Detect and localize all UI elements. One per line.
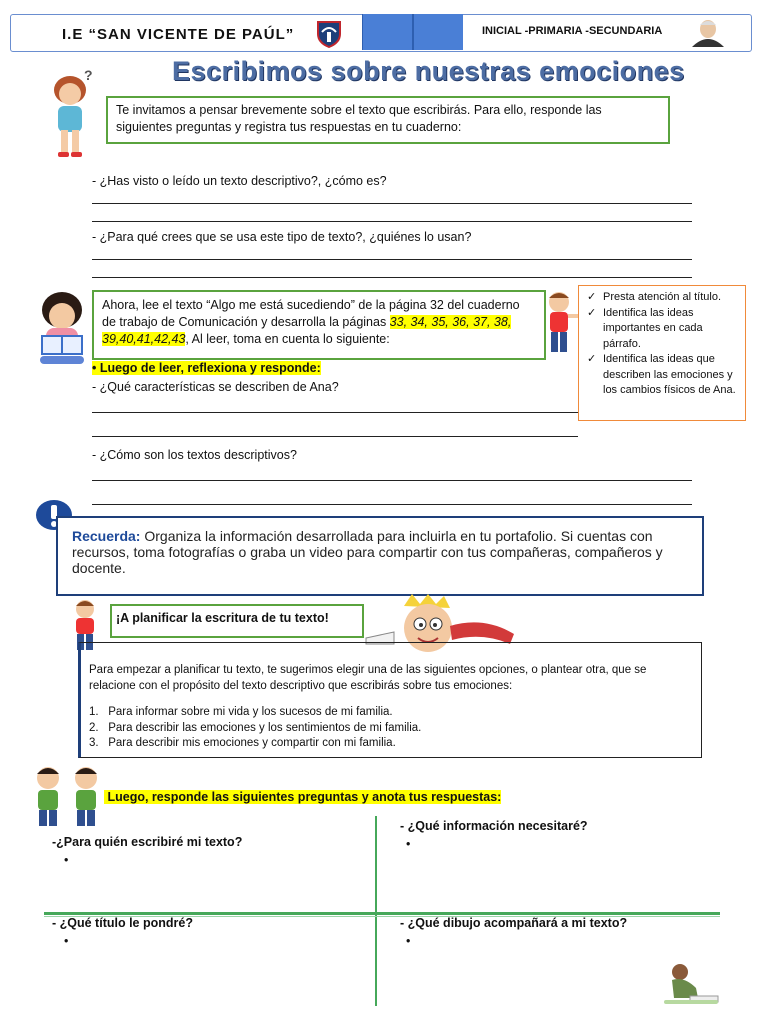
- reading-tips-box: [578, 285, 746, 421]
- tip-item: [585, 290, 739, 306]
- plan-option-text: Para describir las emociones y los sentimientos de mi familia.: [108, 721, 422, 734]
- plan-options-list: [89, 705, 689, 752]
- recuerda-body: Organiza la información desarrollada para incluirla en tu portafolio. Si cuentas con recursos, toma fotografías o graba un video para compartir con tus compañeras, compañeros y docente.: [72, 528, 663, 576]
- header-accent-divider: [412, 14, 414, 50]
- plan-options-box: [78, 642, 702, 758]
- recuerda-text: [72, 528, 692, 576]
- tip-item: [585, 306, 739, 353]
- reading-instruction-text: Ahora, lee el texto “Algo me está sucediendo” de la página 32 del cuaderno de trabajo de Comunicación y desarrolla la páginas: [102, 298, 520, 329]
- tip-item: [585, 352, 739, 399]
- check-icon: ✓: [587, 353, 597, 365]
- bullet-who[interactable]: •: [64, 853, 69, 867]
- plan-intro: Para empezar a planificar tu texto, te sugerimos elegir una de las siguientes opciones, o plantear otra, que se relacione con el propósito del texto descriptivo que escribirás sobre tus emociones:: [89, 664, 647, 692]
- intro-text: Te invitamos a pensar brevemente sobre el texto que escribirás. Para ello, responde las siguientes preguntas y registra tus respuestas en tu cuaderno:: [116, 103, 602, 134]
- bullet-title[interactable]: •: [64, 934, 69, 948]
- school-shield-icon: [316, 20, 342, 48]
- answer-heading-text: Luego, responde las siguientes preguntas y anota tus respuestas:: [107, 790, 502, 804]
- question-info: - ¿Qué información necesitaré?: [400, 819, 588, 833]
- reading-pages-highlight: 33, 34, 35, 36, 37, 38, 39,40,41,42,43: [102, 315, 512, 346]
- plan-option: 2. Para describir las emociones y los sentimientos de mi familia.: [89, 721, 422, 734]
- bullet-info[interactable]: •: [406, 837, 411, 851]
- school-levels: INICIAL -PRIMARIA -SECUNDARIA: [482, 25, 663, 37]
- question-descriptive-texts: - ¿Cómo son los textos descriptivos?: [92, 448, 297, 462]
- saint-portrait-icon: [688, 17, 728, 47]
- recuerda-label: Recuerda:: [72, 528, 141, 544]
- answer-line: [92, 436, 578, 437]
- question-who: -¿Para quién escribiré mi texto?: [52, 835, 243, 849]
- question-descriptive-text: - ¿Has visto o leído un texto descriptivo?, ¿cómo es?: [92, 174, 387, 188]
- check-icon: ✓: [587, 291, 597, 303]
- plan-option: 3. Para describir mis emociones y compartir con mi familia.: [89, 737, 396, 749]
- question-purpose: - ¿Para qué crees que se usa este tipo de texto?, ¿quiénes lo usan?: [92, 230, 472, 244]
- svg-text:?: ?: [84, 68, 93, 83]
- plan-heading: ¡A planificar la escritura de tu texto!: [116, 611, 329, 625]
- pointing-boy-illustration: [540, 290, 578, 358]
- tip-text: Identifica las ideas que describen las emociones y los cambios físicos de Ana.: [603, 353, 736, 396]
- tip-text: Presta atención al título.: [603, 291, 722, 303]
- bullet-drawing[interactable]: •: [406, 934, 411, 948]
- thinking-girl-illustration: [44, 68, 96, 160]
- answer-line: [92, 259, 692, 260]
- school-name: I.E “SAN VICENTE DE PAÚL”: [62, 26, 295, 43]
- answer-line: [92, 203, 692, 204]
- plan-option-text: Para describir mis emociones y compartir con mi familia.: [108, 737, 396, 749]
- answer-line: [92, 221, 692, 222]
- tip-text: Identifica las ideas importantes en cada párrafo.: [603, 306, 703, 350]
- answer-line: [92, 412, 578, 413]
- plan-option: 1. Para informar sobre mi vida y los sucesos de mi familia.: [89, 706, 393, 718]
- answer-heading: [104, 789, 501, 806]
- question-ana-characteristics: - ¿Qué características se describen de Ana?: [92, 380, 339, 394]
- answer-line: [92, 504, 692, 505]
- answer-line: [92, 480, 692, 481]
- page-title: Escribimos sobre nuestras emociones: [172, 56, 685, 86]
- reading-instruction-end: , Al leer, toma en cuenta lo siguiente:: [185, 332, 390, 346]
- reflect-heading: • Luego de leer, reflexiona y responde:: [92, 361, 321, 375]
- question-drawing: - ¿Qué dibujo acompañará a mi texto?: [400, 916, 628, 930]
- reading-girl-illustration: [32, 286, 92, 368]
- check-icon: ✓: [587, 306, 597, 319]
- two-boys-illustration: [30, 764, 106, 830]
- question-title: - ¿Qué título le pondré?: [52, 916, 193, 930]
- answer-line: [92, 277, 692, 278]
- plan-option-text: Para informar sobre mi vida y los sucesos de mi familia.: [108, 706, 393, 718]
- reflect-heading-text: Luego de leer, reflexiona y responde:: [99, 361, 321, 375]
- reading-instruction: [102, 297, 532, 348]
- quadrant-vertical-divider: [375, 816, 377, 1006]
- child-writing-illustration: [660, 962, 722, 1006]
